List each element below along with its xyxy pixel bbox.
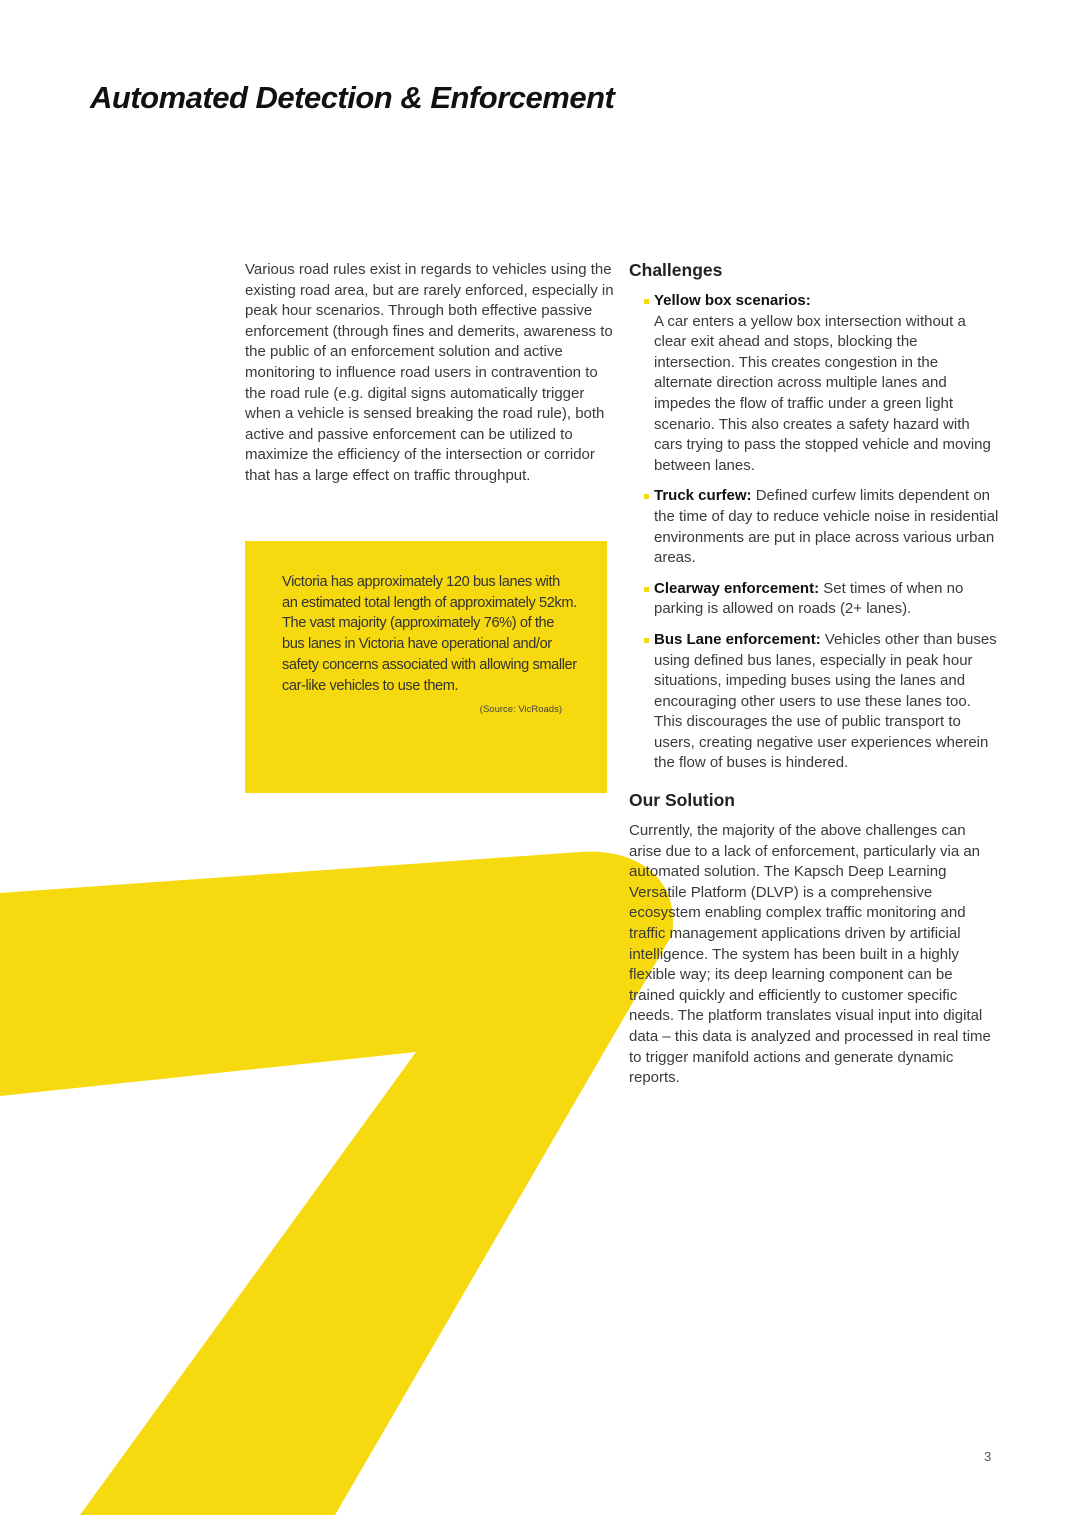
item-text: Set times of when no parking is allowed on roads (2+ lanes). xyxy=(654,579,964,618)
list-item xyxy=(629,486,999,568)
bullet-square-icon xyxy=(644,494,649,499)
list-item xyxy=(629,291,999,476)
item-text: A car enters a yellow box intersection without a clear exit ahead and stops, blocking the intersection. This creates congestion in the alternate direction across multiple lanes and impedes the flow of traffic under a green light scenario. This also creates a safety hazard with cars trying to pass the stopped vehicle and moving between lanes. xyxy=(654,312,991,474)
callout-source: (Source: VicRoads) xyxy=(479,704,562,716)
callout-text-2: The vast majority (approximately 76%) of the bus lanes in Victoria have operational and/or safety concerns associated with allowing smaller car-like vehicles to use them. xyxy=(282,615,577,694)
item-title: Truck curfew: xyxy=(654,487,752,505)
bullet-square-icon xyxy=(644,299,649,304)
item-text: Defined curfew limits dependent on the time of day to reduce vehicle noise in residential environments are put in place across various urban areas. xyxy=(654,487,999,567)
page-number: 3 xyxy=(984,1449,992,1464)
item-title: Clearway enforcement: xyxy=(654,579,820,597)
page-title: Automated Detection & Enforcement xyxy=(90,80,615,115)
intro-paragraph: Various road rules exist in regards to vehicles using the existing road area, but are rarely enforced, especially in peak hour scenarios. Through both effective passive enforcement (through fines and demerits, awareness to the public of an enforcement solution and active monitoring to influence road users in contravention to the road rule (e.g. digital signs automatically trigger when a vehicle is sensed breaking the road rule), both active and passive enforcement can be utilized to maximize the efficiency of the intersection or corridor that has a large effect on traffic throughput. xyxy=(245,261,614,484)
item-title: Bus Lane enforcement: xyxy=(654,630,821,648)
callout-text-1: Victoria has approximately 120 bus lanes with an estimated total length of approximately 52km. xyxy=(282,574,577,611)
solution-heading: Our Solution xyxy=(629,790,735,811)
right-column xyxy=(629,260,999,1089)
item-title: Yellow box scenarios: xyxy=(654,292,811,309)
solution-paragraph: Currently, the majority of the above challenges can arise due to a lack of enforcement, particularly via an automated solution. The Kapsch Deep Learning Versatile Platform (DLVP) is a comprehensive ecosystem enabling complex traffic monitoring and traffic management applications driven by artificial intelligence. The system has been built in a highly flexible way; its deep learning component can be trained quickly and efficiently to customer specific needs. The platform translates visual input into digital data – this data is analyzed and processed in real time to trigger manifold actions and generate dynamic reports. xyxy=(629,822,991,1087)
challenges-heading: Challenges xyxy=(629,260,723,280)
challenges-list xyxy=(629,291,999,774)
bullet-square-icon xyxy=(644,587,649,592)
list-item xyxy=(629,630,999,774)
list-item xyxy=(629,579,999,620)
bullet-square-icon xyxy=(644,638,649,643)
item-text: Vehicles other than buses using defined bus lanes, especially in peak hour situations, impeding buses using the lanes and encouraging other users to use these lanes too. This discourages the use of public transport to users, creating negative user experiences wherein the flow of buses is hindered. xyxy=(654,630,997,772)
bus-lane-callout-box xyxy=(245,541,607,793)
